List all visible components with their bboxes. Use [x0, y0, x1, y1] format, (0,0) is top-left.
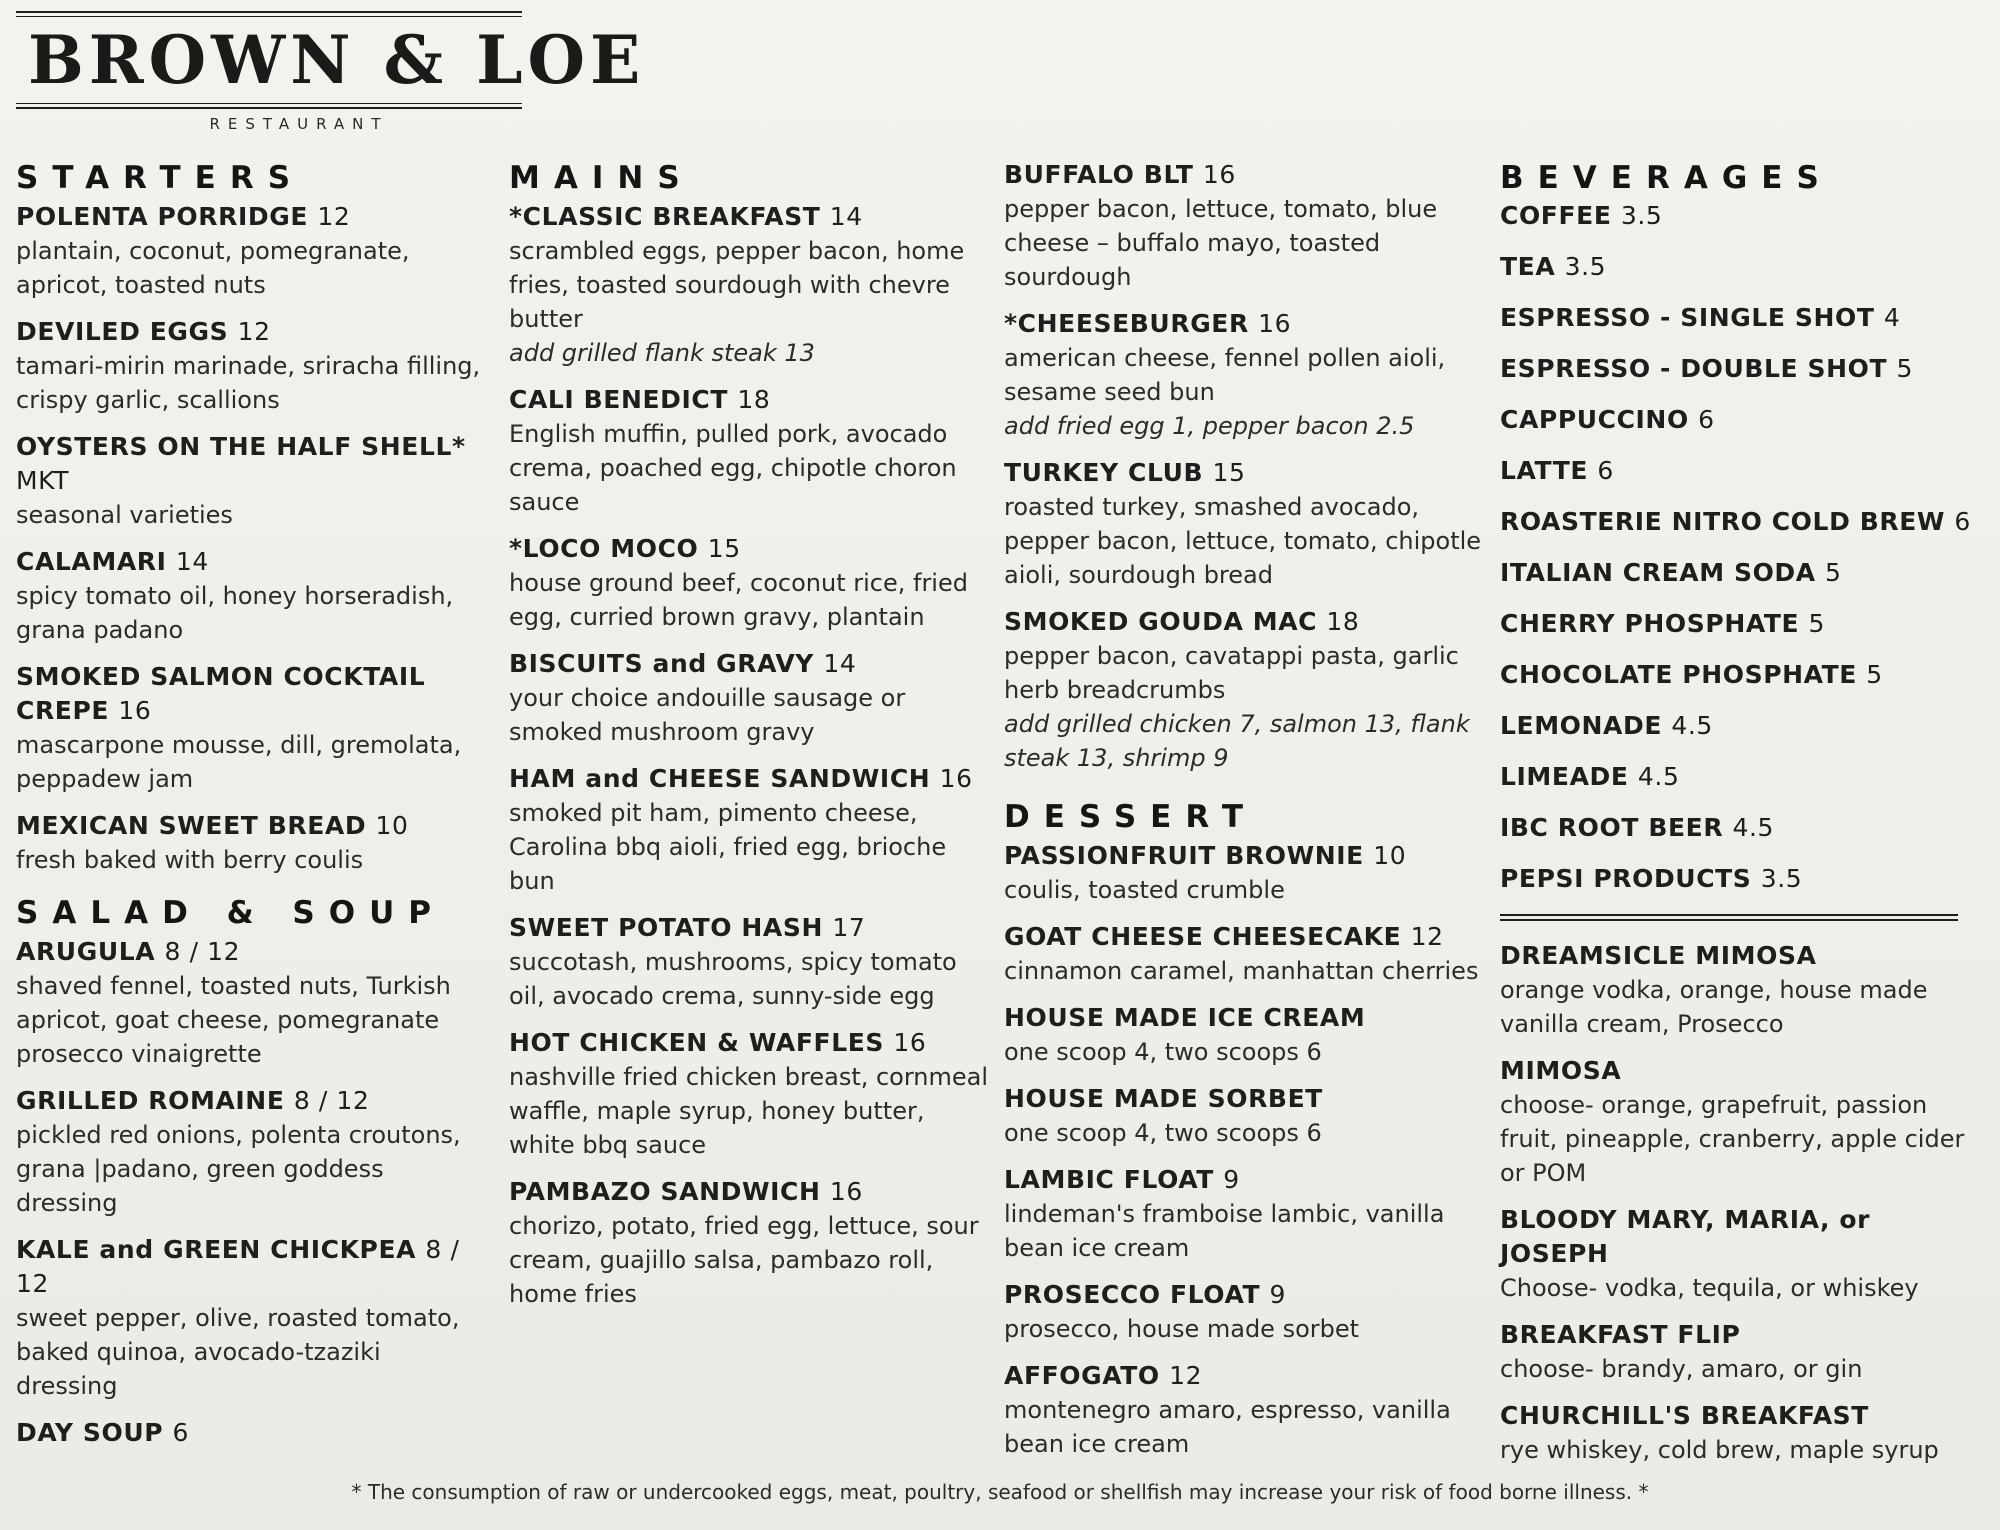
- item-name-line: [1004, 1359, 1484, 1393]
- logo-rule: [16, 16, 522, 17]
- item-price: 14: [823, 649, 857, 678]
- item-name: *CLASSIC BREAKFAST: [509, 202, 821, 231]
- double-divider: [1500, 914, 1958, 921]
- item-name-line: [1500, 710, 1980, 742]
- menu-item: [1004, 839, 1484, 907]
- item-description: your choice andouille sausage or smoked mushroom gravy: [509, 684, 906, 746]
- item-price: 16: [939, 764, 973, 793]
- item-name: GOAT CHEESE CHEESECAKE: [1004, 922, 1402, 951]
- menu-item: [1004, 1001, 1484, 1069]
- menu-item: [1004, 1278, 1484, 1346]
- menu-item: [1004, 456, 1484, 592]
- item-name-line: [1500, 1203, 1980, 1271]
- item-name-line: [16, 200, 486, 234]
- item-description: chorizo, potato, fried egg, lettuce, sour cream, guajillo salsa, pambazo roll, home fries: [509, 1212, 979, 1308]
- item-description: choose- brandy, amaro, or gin: [1500, 1355, 1863, 1383]
- item-name-line: [1500, 404, 1980, 436]
- item-description: nashville fried chicken breast, cornmeal waffle, maple syrup, honey butter, white bbq sauce: [509, 1063, 989, 1159]
- item-price: 5: [1896, 354, 1913, 383]
- item-price: 15: [1212, 458, 1246, 487]
- item-name: CALI BENEDICT: [509, 385, 729, 414]
- logo-rule: [16, 103, 522, 104]
- menu-item: [1004, 605, 1484, 775]
- item-name: ROASTERIE NITRO COLD BREW: [1500, 507, 1946, 536]
- menu-item: [1500, 659, 1980, 691]
- item-name: CHERRY PHOSPHATE: [1500, 609, 1800, 638]
- menu-item: [509, 647, 989, 749]
- item-name-line: [509, 383, 989, 417]
- column-mains: [509, 150, 989, 1324]
- item-price: 14: [829, 202, 863, 231]
- menu-item: [16, 1233, 486, 1403]
- item-name: BREAKFAST FLIP: [1500, 1320, 1741, 1349]
- item-description: orange vodka, orange, house made vanilla cream, Prosecco: [1500, 976, 1928, 1038]
- item-description: mascarpone mousse, dill, gremolata, peppadew jam: [16, 731, 462, 793]
- item-name: MIMOSA: [1500, 1056, 1622, 1085]
- item-name-line: [1004, 1278, 1484, 1312]
- menu-item: [509, 1175, 989, 1311]
- item-addon-note: add grilled flank steak 13: [509, 339, 815, 367]
- item-name: CHOCOLATE PHOSPHATE: [1500, 660, 1857, 689]
- item-price: 16: [1258, 309, 1292, 338]
- item-price: 18: [1326, 607, 1360, 636]
- item-name: HOUSE MADE SORBET: [1004, 1084, 1323, 1113]
- cocktails-list: [1500, 939, 1980, 1467]
- salad-list: [16, 935, 486, 1450]
- item-price: 4: [1883, 303, 1901, 332]
- item-name: PEPSI PRODUCTS: [1500, 864, 1752, 893]
- item-name: LIMEADE: [1500, 762, 1629, 791]
- item-description: tamari-mirin marinade, sriracha filling, crispy garlic, scallions: [16, 352, 481, 414]
- item-name-line: [1004, 1001, 1484, 1035]
- item-name-line: [1500, 1399, 1980, 1433]
- item-price: 4.5: [1671, 711, 1713, 740]
- menu-item: [1500, 557, 1980, 589]
- item-name: SMOKED GOUDA MAC: [1004, 607, 1318, 636]
- item-name-line: [1004, 839, 1484, 873]
- item-name-line: [1500, 302, 1980, 334]
- item-addon-note: add fried egg 1, pepper bacon 2.5: [1004, 412, 1415, 440]
- item-price: 3.5: [1760, 864, 1803, 893]
- mains-list: [509, 200, 989, 1311]
- item-name: ARUGULA: [16, 937, 156, 966]
- menu-item: [16, 1084, 486, 1220]
- menu-item: [16, 430, 486, 532]
- item-name: TURKEY CLUB: [1004, 458, 1204, 487]
- item-description: plantain, coconut, pomegranate, apricot, toasted nuts: [16, 237, 410, 299]
- item-name: PASSIONFRUIT BROWNIE: [1004, 841, 1364, 870]
- item-price: 5: [1808, 609, 1826, 638]
- item-price: 12: [1410, 922, 1444, 951]
- menu-item: [16, 315, 486, 417]
- menu-item: [509, 532, 989, 634]
- menu-item: [1004, 1359, 1484, 1461]
- restaurant-logo: [16, 8, 646, 133]
- section-title-salad: SALAD & SOUP: [16, 895, 445, 931]
- item-name-line: [16, 935, 486, 969]
- item-name: CAPPUCCINO: [1500, 405, 1689, 434]
- item-description: pepper bacon, cavatappi pasta, garlic herb breadcrumbs: [1004, 642, 1459, 704]
- item-description: smoked pit ham, pimento cheese, Carolina bbq aioli, fried egg, brioche bun: [509, 799, 947, 895]
- item-description: seasonal varieties: [16, 501, 233, 529]
- item-price: 10: [375, 811, 409, 840]
- item-name: BUFFALO BLT: [1004, 160, 1194, 189]
- item-name-line: [16, 315, 486, 349]
- dessert-list: [1004, 839, 1484, 1461]
- item-name-line: [1500, 353, 1980, 385]
- item-price: 12: [1169, 1361, 1203, 1390]
- item-name-line: [509, 200, 989, 234]
- item-price: 9: [1223, 1165, 1240, 1194]
- item-name-line: [1500, 557, 1980, 589]
- item-name: IBC ROOT BEER: [1500, 813, 1724, 842]
- item-name-line: [1004, 605, 1484, 639]
- item-name-line: [1004, 307, 1484, 341]
- item-name-line: [16, 1233, 486, 1301]
- item-name: GRILLED ROMAINE: [16, 1086, 285, 1115]
- item-name-line: [1500, 506, 1980, 538]
- menu-item: [1500, 1399, 1980, 1467]
- menu-item: [16, 545, 486, 647]
- item-price: 12: [237, 317, 271, 346]
- item-name: COFFEE: [1500, 201, 1612, 230]
- item-name: TEA: [1500, 252, 1556, 281]
- item-description: Choose- vodka, tequila, or whiskey: [1500, 1274, 1919, 1302]
- item-name-line: [1500, 251, 1980, 283]
- item-name-line: [1500, 200, 1980, 232]
- column-beverages: [1500, 150, 1980, 1480]
- menu-item: [1500, 710, 1980, 742]
- section-title-beverages: BEVERAGES: [1500, 160, 1833, 196]
- item-name-line: [1500, 1054, 1980, 1088]
- item-description: coulis, toasted crumble: [1004, 876, 1285, 904]
- item-price: 6: [1698, 405, 1715, 434]
- menu-item: [1004, 1163, 1484, 1265]
- menu-item: [1500, 353, 1980, 385]
- item-name: MEXICAN SWEET BREAD: [16, 811, 367, 840]
- item-price: 5: [1825, 558, 1842, 587]
- item-description: English muffin, pulled pork, avocado crema, poached egg, chipotle choron sauce: [509, 420, 957, 516]
- section-title-mains: MAINS: [509, 160, 694, 196]
- logo-rule: [16, 11, 522, 13]
- allergy-disclaimer: * The consumption of raw or undercooked eggs, meat, poultry, seafood or shellfish may increase your risk of food borne illness. *: [351, 1480, 1649, 1504]
- item-price: 6: [172, 1418, 190, 1447]
- item-description: montenegro amaro, espresso, vanilla bean ice cream: [1004, 1396, 1451, 1458]
- column-starters-salad: [16, 150, 486, 1463]
- item-description: shaved fennel, toasted nuts, Turkish apricot, goat cheese, pomegranate prosecco vinaigrette: [16, 972, 451, 1068]
- menu-item: [1500, 1054, 1980, 1190]
- item-name: SMOKED SALMON COCKTAIL CREPE: [16, 662, 426, 725]
- item-price: 6: [1597, 456, 1614, 485]
- menu-item: [1500, 200, 1980, 232]
- item-name: POLENTA PORRIDGE: [16, 202, 308, 231]
- item-description: lindeman's framboise lambic, vanilla bean ice cream: [1004, 1200, 1445, 1262]
- item-price: 17: [832, 913, 866, 942]
- menu-item: [1500, 302, 1980, 334]
- item-price: 18: [737, 385, 771, 414]
- item-name: PROSECCO FLOAT: [1004, 1280, 1261, 1309]
- menu-item: [1500, 863, 1980, 895]
- item-price: 4.5: [1732, 813, 1775, 842]
- item-description: cinnamon caramel, manhattan cherries: [1004, 957, 1479, 985]
- item-description: sweet pepper, olive, roasted tomato, baked quinoa, avocado-tzaziki dressing: [16, 1304, 460, 1400]
- menu-item: [509, 911, 989, 1013]
- item-name: HOUSE MADE ICE CREAM: [1004, 1003, 1366, 1032]
- mains-continued-list: [1004, 158, 1484, 775]
- item-name-line: [16, 1084, 486, 1118]
- item-name: KALE and GREEN CHICKPEA: [16, 1235, 417, 1264]
- menu-item: [1500, 455, 1980, 487]
- item-name-line: [1500, 659, 1980, 691]
- item-name-line: [1500, 812, 1980, 844]
- item-price: 12: [317, 202, 351, 231]
- item-name-line: [16, 1416, 486, 1450]
- menu-item: [1500, 812, 1980, 844]
- item-price: 3.5: [1564, 252, 1607, 281]
- item-name: DAY SOUP: [16, 1418, 164, 1447]
- item-price: 4.5: [1637, 762, 1680, 791]
- menu-item: [16, 935, 486, 1071]
- item-name: AFFOGATO: [1004, 1361, 1160, 1390]
- item-name-line: [1500, 455, 1980, 487]
- item-description: scrambled eggs, pepper bacon, home fries, toasted sourdough with chevre butter: [509, 237, 965, 333]
- beverages-list: [1500, 200, 1980, 895]
- item-name-line: [16, 660, 486, 728]
- menu-item: [509, 762, 989, 898]
- menu-item: [16, 200, 486, 302]
- item-description: spicy tomato oil, honey horseradish, grana padano: [16, 582, 454, 644]
- menu-item: [1500, 939, 1980, 1041]
- column-mains-dessert: [1004, 158, 1484, 1474]
- item-name: CHURCHILL'S BREAKFAST: [1500, 1401, 1869, 1430]
- item-name: SWEET POTATO HASH: [509, 913, 823, 942]
- item-addon-note: add grilled chicken 7, salmon 13, flank steak 13, shrimp 9: [1004, 710, 1470, 772]
- item-price: 9: [1269, 1280, 1286, 1309]
- item-name-line: [1500, 939, 1980, 973]
- logo-rule: [16, 107, 522, 109]
- item-name-line: [509, 762, 989, 796]
- item-name: CALAMARI: [16, 547, 167, 576]
- item-price: 5: [1866, 660, 1883, 689]
- menu-item: [1500, 506, 1980, 538]
- item-price: 15: [707, 534, 741, 563]
- item-price: MKT: [16, 466, 70, 495]
- item-price: 8 / 12: [293, 1086, 370, 1115]
- menu-item: [509, 383, 989, 519]
- item-description: rye whiskey, cold brew, maple syrup: [1500, 1436, 1939, 1464]
- item-name-line: [1500, 761, 1980, 793]
- item-name: HOT CHICKEN & WAFFLES: [509, 1028, 885, 1057]
- item-description: pepper bacon, lettuce, tomato, blue cheese – buffalo mayo, toasted sourdough: [1004, 195, 1438, 291]
- menu-item: [509, 1026, 989, 1162]
- item-name: LATTE: [1500, 456, 1589, 485]
- item-name-line: [509, 1175, 989, 1209]
- item-name-line: [1004, 1163, 1484, 1197]
- menu-item: [509, 200, 989, 370]
- item-description: choose- orange, grapefruit, passion fruit, pineapple, cranberry, apple cider or POM: [1500, 1091, 1965, 1187]
- item-name: OYSTERS ON THE HALF SHELL*: [16, 432, 466, 461]
- item-name-line: [509, 532, 989, 566]
- item-description: succotash, mushrooms, spicy tomato oil, avocado crema, sunny-side egg: [509, 948, 957, 1010]
- item-description: prosecco, house made sorbet: [1004, 1315, 1360, 1343]
- item-description: one scoop 4, two scoops 6: [1004, 1038, 1322, 1066]
- item-description: pickled red onions, polenta croutons, grana |padano, green goddess dressing: [16, 1121, 461, 1217]
- item-price: 16: [1202, 160, 1236, 189]
- item-name-line: [16, 430, 486, 498]
- item-name: ITALIAN CREAM SODA: [1500, 558, 1816, 587]
- menu-item: [16, 1416, 486, 1450]
- item-name: DEVILED EGGS: [16, 317, 229, 346]
- item-name: BLOODY MARY, MARIA, or JOSEPH: [1500, 1205, 1871, 1268]
- item-name: PAMBAZO SANDWICH: [509, 1177, 821, 1206]
- item-name: DREAMSICLE MIMOSA: [1500, 941, 1817, 970]
- menu-item: [1500, 761, 1980, 793]
- item-name: LEMONADE: [1500, 711, 1663, 740]
- item-name-line: [1004, 1082, 1484, 1116]
- item-name-line: [509, 647, 989, 681]
- section-title-starters: STARTERS: [16, 160, 305, 196]
- item-name-line: [1500, 608, 1980, 640]
- item-name: BISCUITS and GRAVY: [509, 649, 815, 678]
- item-name-line: [1004, 456, 1484, 490]
- item-name-line: [509, 1026, 989, 1060]
- item-price: 6: [1954, 507, 1971, 536]
- item-name-line: [509, 911, 989, 945]
- logo-name: BROWN & LOE: [28, 21, 646, 99]
- item-description: roasted turkey, smashed avocado, pepper bacon, lettuce, tomato, chipotle aioli, sourdough bread: [1004, 493, 1482, 589]
- menu-item: [1004, 1082, 1484, 1150]
- item-name-line: [1500, 1318, 1980, 1352]
- section-title-dessert: DESSERT: [1004, 799, 1257, 835]
- menu-item: [1500, 608, 1980, 640]
- menu-item: [1004, 307, 1484, 443]
- starters-list: [16, 200, 486, 877]
- item-name-line: [1500, 863, 1980, 895]
- item-price: 16: [893, 1028, 927, 1057]
- menu-item: [16, 809, 486, 877]
- item-name: *CHEESEBURGER: [1004, 309, 1249, 338]
- item-name: LAMBIC FLOAT: [1004, 1165, 1214, 1194]
- menu-item: [16, 660, 486, 796]
- item-price: 14: [175, 547, 209, 576]
- item-name: ESPRESSO - DOUBLE SHOT: [1500, 354, 1888, 383]
- item-description: american cheese, fennel pollen aioli, sesame seed bun: [1004, 344, 1446, 406]
- item-price: 16: [829, 1177, 863, 1206]
- menu-item: [1500, 251, 1980, 283]
- menu-item: [1004, 158, 1484, 294]
- item-price: 8 / 12: [164, 937, 241, 966]
- item-name: ESPRESSO - SINGLE SHOT: [1500, 303, 1875, 332]
- item-name-line: [1004, 920, 1484, 954]
- item-price: 8 / 12: [16, 1235, 460, 1298]
- item-price: 16: [118, 696, 152, 725]
- item-name: HAM and CHEESE SANDWICH: [509, 764, 931, 793]
- logo-subtitle: RESTAURANT: [209, 115, 389, 133]
- item-name-line: [1004, 158, 1484, 192]
- item-name-line: [16, 809, 486, 843]
- item-description: house ground beef, coconut rice, fried egg, curried brown gravy, plantain: [509, 569, 968, 631]
- item-description: fresh baked with berry coulis: [16, 846, 364, 874]
- item-description: one scoop 4, two scoops 6: [1004, 1119, 1322, 1147]
- menu-item: [1500, 1318, 1980, 1386]
- menu-item: [1004, 920, 1484, 988]
- menu-item: [1500, 404, 1980, 436]
- item-price: 3.5: [1620, 201, 1663, 230]
- item-price: 10: [1373, 841, 1407, 870]
- item-name-line: [16, 545, 486, 579]
- item-name: *LOCO MOCO: [509, 534, 699, 563]
- menu-item: [1500, 1203, 1980, 1305]
